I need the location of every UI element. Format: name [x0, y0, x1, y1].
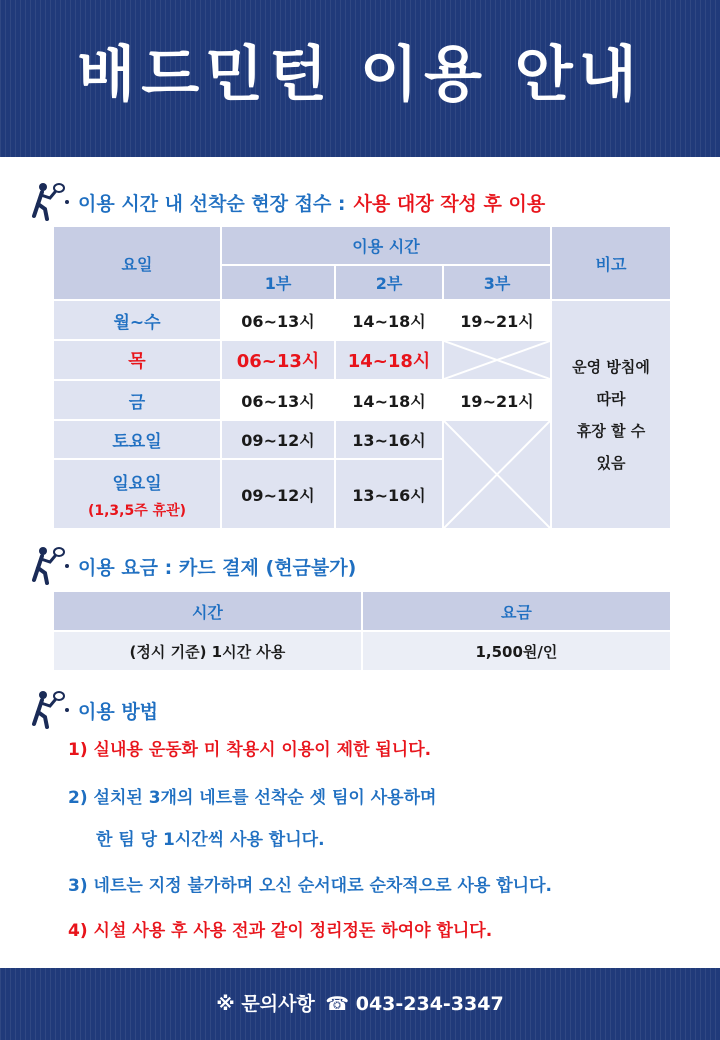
fee-time-cell: (정시 기준) 1시간 사용	[54, 632, 361, 670]
col-header-note: 비고	[552, 227, 670, 299]
time-cell: 09~12시	[222, 421, 334, 458]
time-cell: 06~13시	[222, 301, 334, 339]
table-row	[54, 301, 670, 339]
col-header-period-1: 1부	[222, 266, 334, 299]
col-header-time: 시간	[54, 592, 361, 630]
phone-number: 043-234-3347	[355, 993, 504, 1015]
col-header-period-2: 2부	[336, 266, 442, 299]
section-usage-time-note: 사용 대장 작성 후 이용	[353, 192, 546, 215]
time-cell: 14~18시	[336, 341, 442, 379]
day-label: 일요일	[112, 473, 162, 494]
time-cell: 19~21시	[444, 301, 550, 339]
time-cell: 19~21시	[444, 381, 550, 419]
rule-1: 1) 실내용 운동화 미 착용시 이용이 제한 됩니다.	[68, 740, 432, 760]
rule-3: 3) 네트는 지정 불가하며 오신 순서대로 순차적으로 사용 합니다.	[68, 876, 552, 896]
time-cell: 09~12시	[222, 460, 334, 528]
section-how-to-label: 이용 방법	[78, 700, 159, 723]
badminton-player-icon	[30, 546, 72, 586]
fee-table	[52, 590, 672, 672]
contact-info	[0, 990, 720, 1018]
section-usage-time-label: 이용 시간 내 선착순 현장 접수 :	[78, 192, 346, 215]
note-line: 운영 방침에	[572, 357, 650, 376]
badminton-player-icon	[30, 690, 72, 730]
day-cell: 토요일	[54, 421, 220, 458]
col-header-day: 요일	[54, 227, 220, 299]
time-cell: 06~13시	[222, 341, 334, 379]
header-banner	[0, 0, 720, 157]
day-cell: 금	[54, 381, 220, 419]
rule-2-continued: 한 팀 당 1시간씩 사용 합니다.	[96, 830, 325, 850]
time-cell: 13~16시	[336, 421, 442, 458]
rule-2: 2) 설치된 3개의 네트를 선착순 셋 팀이 사용하며	[68, 788, 437, 808]
col-header-usage-time: 이용 시간	[222, 227, 550, 264]
time-cell: 14~18시	[336, 301, 442, 339]
time-cell: 06~13시	[222, 381, 334, 419]
badminton-player-icon	[30, 182, 72, 222]
note-line: 따라	[596, 389, 626, 408]
col-header-fee: 요금	[363, 592, 670, 630]
page-title: 배드민턴 이용 안내	[77, 40, 643, 110]
note-cell	[552, 301, 670, 528]
fee-price-cell: 1,500원/인	[363, 632, 670, 670]
schedule-table	[52, 225, 672, 530]
section-usage-time-heading	[30, 182, 545, 222]
closed-cell	[444, 341, 550, 379]
cross-mark	[444, 421, 550, 528]
table-row	[54, 632, 670, 670]
time-cell: 13~16시	[336, 460, 442, 528]
section-fee-heading	[30, 546, 356, 586]
time-cell: 14~18시	[336, 381, 442, 419]
phone-icon: ☎	[325, 993, 350, 1015]
day-cell: 목	[54, 341, 220, 379]
footer-banner	[0, 968, 720, 1040]
closure-note: (1,3,5주 휴관)	[87, 502, 187, 519]
section-how-to-heading	[30, 690, 158, 730]
day-cell	[54, 460, 220, 528]
contact-label: ※ 문의사항	[216, 993, 315, 1015]
note-line: 있음	[596, 453, 626, 472]
note-line: 휴장 할 수	[576, 421, 646, 440]
cross-mark	[444, 341, 550, 379]
rule-4: 4) 시설 사용 후 사용 전과 같이 정리정돈 하여야 합니다.	[68, 921, 493, 941]
day-cell: 월~수	[54, 301, 220, 339]
closed-cell	[444, 421, 550, 528]
col-header-period-3: 3부	[444, 266, 550, 299]
section-fee-label: 이용 요금 : 카드 결제 (현금불가)	[78, 556, 357, 579]
